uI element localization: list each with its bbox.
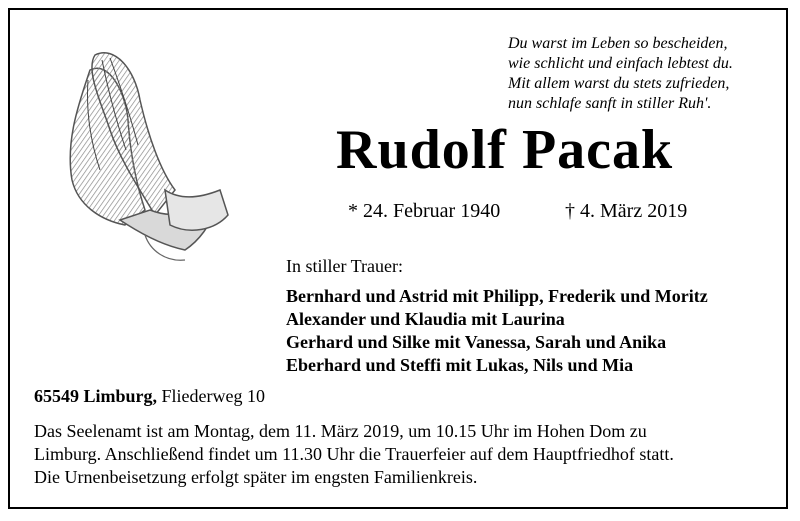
service-line: Das Seelenamt ist am Montag, dem 11. März 2019, um 10.15 Uhr im Hohen Dom zu (34, 421, 647, 441)
family-line: Bernhard und Astrid mit Philipp, Frederik und Moritz (286, 286, 708, 306)
death-date: † 4. März 2019 (565, 200, 688, 222)
service-details (34, 420, 769, 489)
address-city: 65549 Limburg, (34, 386, 158, 406)
poem-line: Mit allem warst du stets zufrieden, (508, 75, 730, 92)
service-line: Limburg. Anschließend findet um 11.30 Uhr die Trauerfeier auf dem Hauptfriedhof statt. (34, 444, 674, 464)
poem-line: wie schlicht und einfach lebtest du. (508, 55, 733, 72)
poem (508, 34, 768, 114)
deceased-name: Rudolf Pacak (336, 119, 674, 181)
poem-line: nun schlafe sanft in stiller Ruh'. (508, 95, 712, 112)
praying-hands-icon (50, 40, 230, 270)
poem-line: Du warst im Leben so bescheiden, (508, 35, 728, 52)
address-street: Fliederweg 10 (161, 386, 265, 406)
family-line: Alexander und Klaudia mit Laurina (286, 309, 565, 329)
family-list (286, 285, 708, 377)
family-line: Eberhard und Steffi mit Lukas, Nils und Mia (286, 355, 634, 375)
service-line: Die Urnenbeisetzung erfolgt später im engsten Familienkreis. (34, 467, 478, 487)
family-line: Gerhard und Silke mit Vanessa, Sarah und Anika (286, 332, 667, 352)
birth-date: * 24. Februar 1940 (348, 200, 501, 222)
mourning-intro: In stiller Trauer: (286, 256, 403, 276)
address (34, 386, 265, 407)
